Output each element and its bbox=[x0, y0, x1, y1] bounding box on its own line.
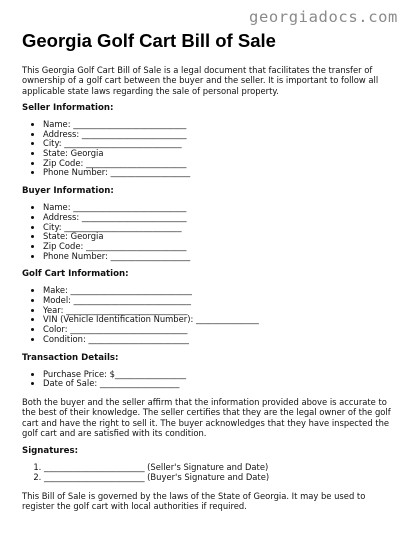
signature-lines bbox=[22, 463, 394, 482]
seller-phone-field: • Phone Number: ___________________ bbox=[43, 168, 394, 178]
seller-city-field: • City: ____________________________ bbox=[43, 139, 394, 149]
buyer-phone-field: • Phone Number: ___________________ bbox=[43, 252, 394, 262]
seller-fields bbox=[22, 120, 394, 178]
cart-heading: Golf Cart Information: bbox=[22, 269, 129, 280]
transaction-heading: Transaction Details: bbox=[22, 352, 119, 363]
affirmation-paragraph: Both the buyer and the seller affirm that the information provided above is accurate to the best of their knowledge. The seller certifies that they are the legal owner of the golf cart and have the right to sell it. The buyer acknowledges that they have inspected the golf cart and are satisfied with its condition. bbox=[22, 396, 391, 438]
seller-address-field: • Address: _________________________ bbox=[43, 130, 394, 140]
buyer-address-field: • Address: _________________________ bbox=[43, 213, 394, 223]
cart-fields bbox=[22, 286, 394, 344]
buyer-fields bbox=[22, 203, 394, 261]
date-of-sale-field: • Date of Sale: ___________________ bbox=[43, 379, 394, 389]
seller-signature-line: 1. ________________________ (Seller's Signature and Date) bbox=[44, 463, 394, 473]
buyer-zip-field: • Zip Code: ________________________ bbox=[43, 242, 394, 252]
buyer-city-field: • City: ____________________________ bbox=[43, 223, 394, 233]
intro-paragraph: This Georgia Golf Cart Bill of Sale is a legal document that facilitates the transfer of ownership of a golf cart between the buyer and the seller. It is important to follow all applicable state laws regarding the sale of personal property. bbox=[22, 65, 379, 96]
buyer-state-field: • State: Georgia bbox=[43, 232, 394, 242]
document-title: Georgia Golf Cart Bill of Sale bbox=[22, 30, 276, 51]
buyer-name-field: • Name: ___________________________ bbox=[43, 203, 394, 213]
cart-condition-field: • Condition: ________________________ bbox=[43, 335, 394, 345]
buyer-heading: Buyer Information: bbox=[22, 186, 114, 197]
signatures-heading: Signatures: bbox=[22, 446, 79, 457]
cart-vin-field: • VIN (Vehicle Identification Number): _______________ bbox=[43, 315, 394, 325]
cart-make-field: • Make: _____________________________ bbox=[43, 286, 394, 296]
document-body bbox=[22, 30, 394, 511]
cart-year-field: • Year: _____________________________ bbox=[43, 306, 394, 316]
cart-color-field: • Color: ____________________________ bbox=[43, 325, 394, 335]
watermark: georgiadocs.com bbox=[249, 8, 398, 26]
seller-heading: Seller Information: bbox=[22, 102, 114, 113]
closing-paragraph: This Bill of Sale is governed by the laws of the State of Georgia. It may be used to register the golf cart with local authorities if required. bbox=[22, 490, 366, 511]
buyer-signature-line: 2. ________________________ (Buyer's Signature and Date) bbox=[44, 473, 394, 483]
cart-model-field: • Model: ____________________________ bbox=[43, 296, 394, 306]
seller-name-field: • Name: ___________________________ bbox=[43, 120, 394, 130]
purchase-price-field: • Purchase Price: $_________________ bbox=[43, 370, 394, 380]
transaction-fields bbox=[22, 370, 394, 389]
seller-zip-field: • Zip Code: ________________________ bbox=[43, 159, 394, 169]
seller-state-field: • State: Georgia bbox=[43, 149, 394, 159]
